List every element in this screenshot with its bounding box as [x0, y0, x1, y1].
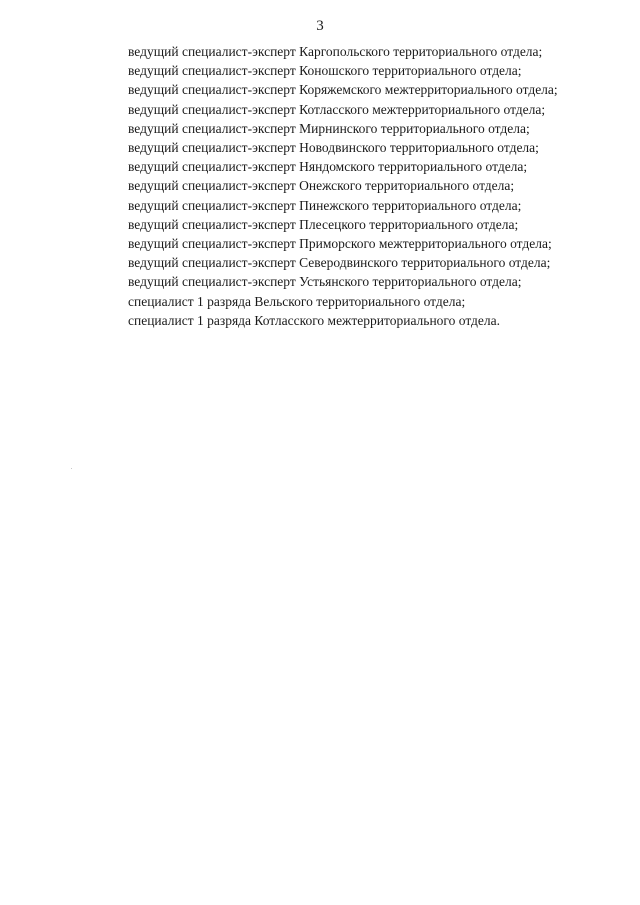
page-number: 3: [316, 18, 324, 34]
list-item: специалист 1 разряда Вельского территориального отдела;: [128, 293, 466, 309]
list-item: ведущий специалист-эксперт Устьянского территориального отдела;: [128, 274, 522, 290]
position-list: [90, 42, 595, 330]
list-item: ведущий специалист-эксперт Пинежского территориального отдела;: [128, 197, 522, 213]
list-item: ведущий специалист-эксперт Онежского территориального отдела;: [128, 178, 515, 194]
list-item: ведущий специалист-эксперт Плесецкого территориального отдела;: [128, 216, 519, 232]
list-item: ведущий специалист-эксперт Приморского межтерриториального отдела;: [128, 236, 552, 252]
list-item: специалист 1 разряда Котласского межтерриториального отдела.: [128, 312, 501, 328]
scan-speck: [71, 468, 72, 469]
list-item: ведущий специалист-эксперт Котласского межтерриториального отдела;: [128, 101, 546, 117]
list-item: ведущий специалист-эксперт Няндомского территориального отдела;: [128, 159, 528, 175]
list-item: ведущий специалист-эксперт Коряжемского межтерриториального отдела;: [128, 82, 558, 98]
list-item: ведущий специалист-эксперт Каргопольского территориального отдела;: [128, 44, 543, 59]
list-item: ведущий специалист-эксперт Коношского территориального отдела;: [128, 63, 522, 79]
list-item: ведущий специалист-эксперт Мирнинского территориального отдела;: [128, 120, 530, 136]
list-item: ведущий специалист-эксперт Северодвинского территориального отдела;: [128, 255, 551, 271]
list-item: ведущий специалист-эксперт Новодвинского территориального отдела;: [128, 140, 539, 156]
